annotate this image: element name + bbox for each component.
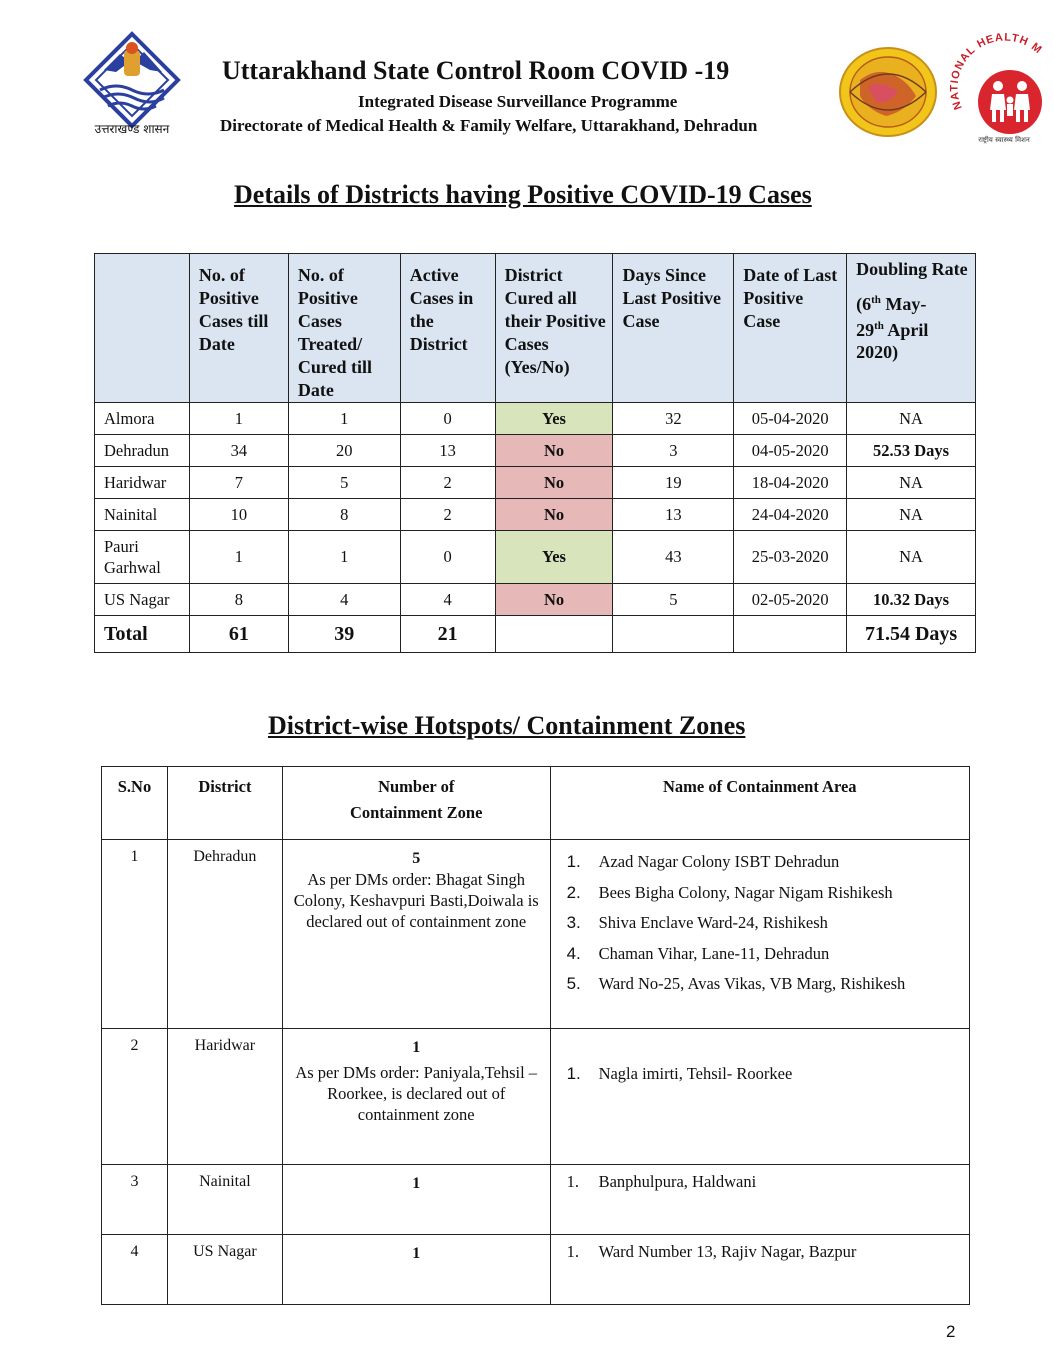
days-since-last: 5: [613, 584, 734, 616]
total-positive: 61: [189, 616, 288, 653]
doubling-rate: NA: [847, 531, 976, 584]
list-item: 1. Nagla imirti, Tehsil- Roorkee: [566, 1064, 793, 1083]
positive-cases: 7: [189, 467, 288, 499]
district-name: Almora: [95, 403, 190, 435]
header-all-cured: District Cured all their Positive Cases (Yes/No): [495, 254, 613, 403]
left-logo-caption: उत्तराखण्ड शासन: [94, 122, 170, 136]
doubling-rate-period: (6th May- 29th April 2020): [856, 294, 929, 362]
active-cases: 2: [400, 499, 495, 531]
area-list: [567, 1237, 963, 1268]
all-cured-status: No: [495, 435, 613, 467]
row-district: Dehradun: [167, 840, 282, 1029]
header-corner-cell: [95, 254, 190, 403]
table-header-row: [102, 767, 970, 840]
total-empty-cell: [613, 616, 734, 653]
cured-cases: 1: [288, 531, 400, 584]
table-row: [95, 499, 976, 531]
area-list: [567, 1059, 963, 1090]
zone-count: 1: [412, 1245, 421, 1262]
header-title: Uttarakhand State Control Room COVID -19: [222, 56, 730, 85]
zone-count: 1: [412, 1175, 421, 1192]
zone-count: 5: [412, 850, 421, 867]
list-item: 5. Ward No-25, Avas Vikas, VB Marg, Rishikesh: [566, 974, 906, 993]
nhm-arc-text: NATIONAL HEALTH M: [948, 31, 1045, 112]
nhm-family-icon: [948, 28, 1054, 146]
total-empty-cell: [734, 616, 847, 653]
district-name: Dehradun: [95, 435, 190, 467]
last-positive-date: 04-05-2020: [734, 435, 847, 467]
header-active: Active Cases in the District: [400, 254, 495, 403]
active-cases: 0: [400, 531, 495, 584]
last-positive-date: 05-04-2020: [734, 403, 847, 435]
row-sno: 4: [102, 1235, 168, 1305]
idsp-globe-logo-icon: [838, 46, 938, 138]
total-doubling-rate: 71.54 Days: [847, 616, 976, 653]
row-district: Nainital: [167, 1165, 282, 1235]
district-name: Haridwar: [95, 467, 190, 499]
row-zone-count: [282, 1029, 550, 1165]
active-cases: 4: [400, 584, 495, 616]
list-item: 2. Bees Bigha Colony, Nagar Nigam Rishikesh: [566, 882, 893, 902]
district-name: Nainital: [95, 499, 190, 531]
doubling-rate-title: Doubling Rate: [856, 259, 968, 279]
nhm-caption: राष्ट्रीय स्वास्थ्य मिशन: [978, 136, 1030, 144]
header-positive-cases: No. of Positive Cases till Date: [189, 254, 288, 403]
all-cured-status: No: [495, 584, 613, 616]
header-district: District: [167, 767, 282, 840]
cured-cases: 20: [288, 435, 400, 467]
doubling-rate: 52.53 Days: [847, 435, 976, 467]
last-positive-date: 24-04-2020: [734, 499, 847, 531]
nhm-logo: [948, 28, 1054, 146]
row-sno: 3: [102, 1165, 168, 1235]
all-cured-status: No: [495, 467, 613, 499]
list-item: 4. Chaman Vihar, Lane-11, Dehradun: [566, 943, 830, 963]
doubling-rate: NA: [847, 499, 976, 531]
active-cases: 0: [400, 403, 495, 435]
positive-cases: 1: [189, 531, 288, 584]
cured-cases: 4: [288, 584, 400, 616]
header-subtitle-directorate: Directorate of Medical Health & Family Welfare, Uttarakhand, Dehradun: [220, 116, 758, 135]
total-label: Total: [95, 616, 190, 653]
days-since-last: 19: [613, 467, 734, 499]
days-since-last: 32: [613, 403, 734, 435]
table-row: [102, 1165, 970, 1235]
header-cured: No. of Positive Cases Treated/ Cured till Date: [288, 254, 400, 403]
row-sno: 2: [102, 1029, 168, 1165]
cured-cases: 5: [288, 467, 400, 499]
containment-table-title: District-wise Hotspots/ Containment Zones: [268, 711, 746, 740]
table-row: [102, 840, 970, 1029]
row-areas: [550, 1165, 969, 1235]
total-cured: 39: [288, 616, 400, 653]
area-list: [567, 1167, 963, 1198]
days-since-last: 43: [613, 531, 734, 584]
header-days-since: Days Since Last Positive Case: [613, 254, 734, 403]
row-areas: [550, 840, 969, 1029]
table-row: [95, 531, 976, 584]
area-list: [567, 847, 963, 1000]
positive-cases: 34: [189, 435, 288, 467]
containment-zones-table: [101, 766, 970, 1305]
total-row: [95, 616, 976, 653]
last-positive-date: 18-04-2020: [734, 467, 847, 499]
last-positive-date: 25-03-2020: [734, 531, 847, 584]
list-item: 3. Shiva Enclave Ward-24, Rishikesh: [566, 913, 828, 932]
list-item: 1. Banphulpura, Haldwani: [566, 1172, 757, 1191]
district-name: Pauri Garhwal: [95, 531, 190, 584]
last-positive-date: 02-05-2020: [734, 584, 847, 616]
table-row: [102, 1235, 970, 1305]
all-cured-status: Yes: [495, 403, 613, 435]
zone-note: As per DMs order: Paniyala,Tehsil – Roorkee, is declared out of containment zone: [295, 1063, 538, 1124]
zone-note: As per DMs order: Bhagat Singh Colony, Keshavpuri Basti,Doiwala is declared out of containment zone: [293, 870, 539, 931]
district-name: US Nagar: [95, 584, 190, 616]
positive-cases: 1: [189, 403, 288, 435]
row-zone-count: [282, 1235, 550, 1305]
total-active: 21: [400, 616, 495, 653]
list-item: 1. Ward Number 13, Rajiv Nagar, Bazpur: [566, 1242, 857, 1261]
all-cured-status: No: [495, 499, 613, 531]
row-areas: [550, 1029, 969, 1165]
row-district: US Nagar: [167, 1235, 282, 1305]
list-item: 1. Azad Nagar Colony ISBT Dehradun: [566, 852, 840, 871]
days-since-last: 3: [613, 435, 734, 467]
doubling-rate: NA: [847, 467, 976, 499]
table-row: [95, 467, 976, 499]
active-cases: 13: [400, 435, 495, 467]
row-district: Haridwar: [167, 1029, 282, 1165]
table-row: [95, 403, 976, 435]
table-header-row: [95, 254, 976, 403]
doubling-rate: 10.32 Days: [847, 584, 976, 616]
row-zone-count: [282, 840, 550, 1029]
total-empty-cell: [495, 616, 613, 653]
header-doubling-rate: [847, 254, 976, 403]
row-zone-count: [282, 1165, 550, 1235]
cases-table-title: Details of Districts having Positive COVID-19 Cases: [234, 180, 812, 209]
header-last-date: Date of Last Positive Case: [734, 254, 847, 403]
positive-cases: 10: [189, 499, 288, 531]
positive-cases: 8: [189, 584, 288, 616]
header-area-names: Name of Containment Area: [550, 767, 969, 840]
table-row: [95, 584, 976, 616]
row-areas: [550, 1235, 969, 1305]
table-row: [102, 1029, 970, 1165]
header-sno: S.No: [102, 767, 168, 840]
row-sno: 1: [102, 840, 168, 1029]
table-row: [95, 435, 976, 467]
days-since-last: 13: [613, 499, 734, 531]
district-cases-table: [94, 253, 976, 653]
all-cured-status: Yes: [495, 531, 613, 584]
active-cases: 2: [400, 467, 495, 499]
doubling-rate: NA: [847, 403, 976, 435]
zone-count: 1: [412, 1039, 421, 1056]
cured-cases: 1: [288, 403, 400, 435]
cured-cases: 8: [288, 499, 400, 531]
header-zone-count: Number of Containment Zone: [282, 767, 550, 840]
page-number: 2: [946, 1322, 956, 1341]
header-subtitle-programme: Integrated Disease Surveillance Programme: [358, 92, 678, 111]
